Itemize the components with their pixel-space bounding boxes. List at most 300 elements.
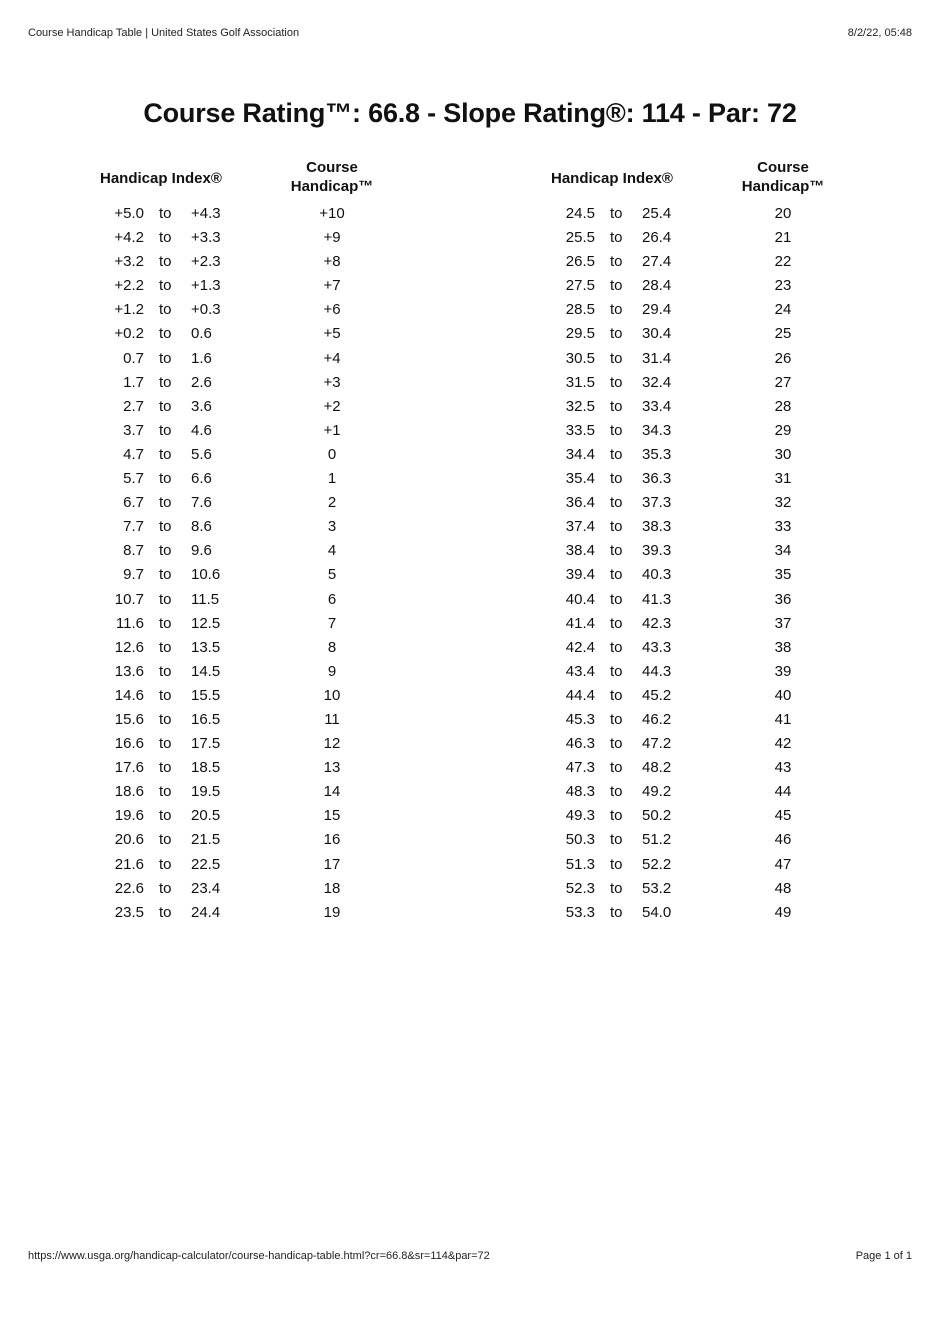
range-to-label: to <box>610 686 623 704</box>
course-handicap-value: 22 <box>774 253 792 271</box>
table-row <box>523 371 883 395</box>
range-to-label: to <box>159 470 172 488</box>
table-row <box>523 780 883 804</box>
table-row <box>72 491 432 515</box>
range-to-label: to <box>610 783 623 801</box>
index-high: 26.4 <box>642 229 672 247</box>
course-handicap-header-line1: Course <box>306 159 358 176</box>
course-handicap-value: 44 <box>774 783 792 801</box>
index-high: 16.5 <box>191 710 221 728</box>
course-handicap-value: 40 <box>774 686 792 704</box>
course-handicap-value: 10 <box>323 686 341 704</box>
table-row <box>72 202 432 226</box>
course-handicap-value: 21 <box>774 229 792 247</box>
index-high: 6.6 <box>191 470 212 488</box>
index-low: 39.4 <box>565 566 595 584</box>
range-to-label: to <box>610 518 623 536</box>
course-handicap-value: 47 <box>774 855 792 873</box>
range-to-label: to <box>159 253 172 271</box>
range-to-label: to <box>610 349 623 367</box>
range-to-label: to <box>159 349 172 367</box>
index-high: +1.3 <box>191 277 221 295</box>
course-handicap-value: 8 <box>327 638 337 656</box>
index-high: 4.6 <box>191 421 212 439</box>
index-high: 25.4 <box>642 205 672 222</box>
table-row <box>523 515 883 539</box>
table-row <box>72 226 432 250</box>
index-high: 13.5 <box>191 638 221 656</box>
range-to-label: to <box>159 855 172 873</box>
table-row <box>523 660 883 684</box>
table-row <box>72 443 432 467</box>
index-low: 21.6 <box>114 855 144 873</box>
table-row <box>72 395 432 419</box>
table-row <box>523 419 883 443</box>
range-to-label: to <box>159 205 172 222</box>
index-low: 11.6 <box>115 614 144 632</box>
range-to-label: to <box>159 542 172 560</box>
table-row <box>72 250 432 274</box>
index-high: 18.5 <box>191 759 221 777</box>
index-high: 24.4 <box>191 903 221 921</box>
range-to-label: to <box>610 205 623 222</box>
range-to-label: to <box>610 301 623 319</box>
range-to-label: to <box>610 879 623 897</box>
table-row <box>72 901 432 925</box>
table-row <box>523 563 883 587</box>
table-row <box>72 419 432 443</box>
index-low: 10.7 <box>114 590 144 608</box>
index-high: 10.6 <box>191 566 221 584</box>
course-handicap-value: 49 <box>774 903 792 921</box>
range-to-label: to <box>610 903 623 921</box>
index-low: 31.5 <box>565 373 595 391</box>
course-handicap-value: 31 <box>774 470 792 488</box>
index-high: 15.5 <box>191 686 221 704</box>
course-handicap-value: 7 <box>327 614 337 632</box>
course-handicap-value: 39 <box>774 662 792 680</box>
table-row <box>72 636 432 660</box>
table-row <box>523 467 883 491</box>
index-high: 0.6 <box>191 325 212 343</box>
table-row <box>523 612 883 636</box>
range-to-label: to <box>610 325 623 343</box>
print-footer-url: https://www.usga.org/handicap-calculator/course-handicap-table.html?cr=66.8&sr=114&par=72 <box>28 1250 490 1262</box>
range-to-label: to <box>610 614 623 632</box>
index-high: +2.3 <box>191 253 221 271</box>
table-row <box>72 298 432 322</box>
course-handicap-value: +10 <box>319 205 345 222</box>
table-row <box>72 274 432 298</box>
table-row <box>523 274 883 298</box>
course-handicap-value: 29 <box>774 421 792 439</box>
index-low: 4.7 <box>123 445 144 463</box>
range-to-label: to <box>159 807 172 825</box>
index-high: 29.4 <box>642 301 672 319</box>
course-handicap-value: 1 <box>327 470 337 488</box>
course-handicap-value: 14 <box>323 783 341 801</box>
table-row <box>523 684 883 708</box>
course-handicap-value: 32 <box>774 494 792 512</box>
index-high: 49.2 <box>642 783 672 801</box>
index-low: 18.6 <box>114 783 144 801</box>
index-high: 30.4 <box>642 325 672 343</box>
index-high: 38.3 <box>642 518 672 536</box>
index-low: 25.5 <box>565 229 595 247</box>
index-low: 24.5 <box>565 205 595 222</box>
index-low: 2.7 <box>123 397 144 415</box>
range-to-label: to <box>610 759 623 777</box>
course-handicap-value: 17 <box>323 855 341 873</box>
index-low: 12.6 <box>114 638 144 656</box>
range-to-label: to <box>159 662 172 680</box>
range-to-label: to <box>610 638 623 656</box>
index-low: 35.4 <box>565 470 595 488</box>
index-high: 22.5 <box>191 855 221 873</box>
index-high: 47.2 <box>642 735 672 753</box>
table-row <box>72 515 432 539</box>
index-low: 44.4 <box>565 686 595 704</box>
range-to-label: to <box>159 373 172 391</box>
course-handicap-value: 35 <box>774 566 792 584</box>
handicap-table-right <box>523 158 883 925</box>
range-to-label: to <box>159 301 172 319</box>
table-row <box>72 588 432 612</box>
index-high: 54.0 <box>642 903 672 921</box>
handicap-table-left <box>72 158 432 925</box>
handicap-index-header: Handicap Index® <box>551 170 673 187</box>
range-to-label: to <box>610 445 623 463</box>
print-header-date: 8/2/22, 05:48 <box>847 27 912 39</box>
course-handicap-value: 28 <box>774 397 792 415</box>
index-low: 50.3 <box>565 831 595 849</box>
course-handicap-value: 34 <box>774 542 792 560</box>
index-high: 23.4 <box>191 879 221 897</box>
index-high: 44.3 <box>642 662 672 680</box>
range-to-label: to <box>159 566 172 584</box>
index-low: 33.5 <box>565 421 595 439</box>
range-to-label: to <box>610 421 623 439</box>
table-header <box>523 158 883 202</box>
table-row <box>72 347 432 371</box>
range-to-label: to <box>610 662 623 680</box>
index-high: 14.5 <box>191 662 221 680</box>
index-high: 50.2 <box>642 807 672 825</box>
course-handicap-value: 18 <box>323 879 341 897</box>
index-low: 7.7 <box>123 518 144 536</box>
index-low: 16.6 <box>114 735 144 753</box>
course-handicap-value: 11 <box>324 710 340 728</box>
range-to-label: to <box>610 494 623 512</box>
print-header-title: Course Handicap Table | United States Golf Association <box>28 27 300 39</box>
index-low: +4.2 <box>114 229 144 247</box>
index-low: 6.7 <box>123 494 144 512</box>
index-high: 39.3 <box>642 542 672 560</box>
course-handicap-value: 48 <box>774 879 792 897</box>
index-high: 46.2 <box>642 710 672 728</box>
table-row <box>72 684 432 708</box>
index-high: +3.3 <box>191 229 221 247</box>
table-row <box>72 804 432 828</box>
table-body-right <box>523 202 883 925</box>
index-high: 21.5 <box>191 831 221 849</box>
course-handicap-value: 46 <box>774 831 792 849</box>
table-row <box>523 202 883 226</box>
range-to-label: to <box>610 566 623 584</box>
index-low: 45.3 <box>565 710 595 728</box>
range-to-label: to <box>610 397 623 415</box>
index-high: 11.5 <box>191 590 220 608</box>
index-high: 40.3 <box>642 566 672 584</box>
range-to-label: to <box>159 421 172 439</box>
table-row <box>523 877 883 901</box>
index-high: 9.6 <box>191 542 212 560</box>
table-row <box>523 250 883 274</box>
table-row <box>72 708 432 732</box>
index-low: +0.2 <box>114 325 144 343</box>
table-row <box>523 226 883 250</box>
range-to-label: to <box>159 445 172 463</box>
table-row <box>523 853 883 877</box>
range-to-label: to <box>159 325 172 343</box>
range-to-label: to <box>610 542 623 560</box>
index-high: 1.6 <box>191 349 212 367</box>
table-row <box>72 780 432 804</box>
course-handicap-header <box>277 158 387 196</box>
course-handicap-value: 42 <box>774 735 792 753</box>
table-row <box>72 877 432 901</box>
course-handicap-value: 27 <box>774 373 792 391</box>
index-low: 27.5 <box>565 277 595 295</box>
table-row <box>523 395 883 419</box>
index-low: 36.4 <box>565 494 595 512</box>
table-header <box>72 158 432 202</box>
course-handicap-value: +8 <box>323 253 341 271</box>
index-low: 46.3 <box>565 735 595 753</box>
index-high: 35.3 <box>642 445 672 463</box>
table-row <box>72 322 432 346</box>
index-high: 52.2 <box>642 855 672 873</box>
range-to-label: to <box>610 229 623 247</box>
range-to-label: to <box>610 253 623 271</box>
table-row <box>523 347 883 371</box>
page-title: Course Rating™: 66.8 - Slope Rating®: 114 - Par: 72 <box>143 98 797 128</box>
course-handicap-value: 16 <box>323 831 341 849</box>
course-handicap-value: 25 <box>774 325 792 343</box>
index-low: +2.2 <box>114 277 144 295</box>
table-row <box>72 467 432 491</box>
index-high: +4.3 <box>191 205 221 222</box>
index-low: 14.6 <box>114 686 144 704</box>
course-handicap-value: +2 <box>323 397 341 415</box>
course-handicap-value: 38 <box>774 638 792 656</box>
course-handicap-header <box>728 158 838 196</box>
course-handicap-value: +3 <box>323 373 341 391</box>
course-handicap-value: 37 <box>774 614 792 632</box>
range-to-label: to <box>159 879 172 897</box>
index-high: 45.2 <box>642 686 672 704</box>
index-low: 42.4 <box>565 638 595 656</box>
course-handicap-value: 3 <box>327 518 337 536</box>
course-handicap-value: +7 <box>323 277 341 295</box>
index-high: 48.2 <box>642 759 672 777</box>
index-low: 51.3 <box>565 855 595 873</box>
range-to-label: to <box>159 686 172 704</box>
table-row <box>523 756 883 780</box>
range-to-label: to <box>159 638 172 656</box>
index-low: 29.5 <box>565 325 595 343</box>
table-row <box>72 563 432 587</box>
index-low: 37.4 <box>565 518 595 536</box>
index-low: 22.6 <box>114 879 144 897</box>
range-to-label: to <box>159 518 172 536</box>
table-row <box>523 298 883 322</box>
index-low: 38.4 <box>565 542 595 560</box>
index-low: 9.7 <box>123 566 144 584</box>
range-to-label: to <box>159 831 172 849</box>
range-to-label: to <box>610 373 623 391</box>
range-to-label: to <box>159 735 172 753</box>
index-high: 53.2 <box>642 879 672 897</box>
table-row <box>72 371 432 395</box>
course-handicap-value: 43 <box>774 759 792 777</box>
index-low: 23.5 <box>114 903 144 921</box>
index-high: 7.6 <box>191 494 212 512</box>
index-high: 28.4 <box>642 277 672 295</box>
course-handicap-value: 26 <box>774 349 792 367</box>
table-row <box>523 491 883 515</box>
index-high: 31.4 <box>642 349 672 367</box>
course-handicap-value: 6 <box>327 590 337 608</box>
index-low: +3.2 <box>114 253 144 271</box>
table-row <box>523 901 883 925</box>
course-handicap-value: +6 <box>323 301 341 319</box>
table-row <box>523 804 883 828</box>
index-high: +0.3 <box>191 301 221 319</box>
range-to-label: to <box>159 710 172 728</box>
index-low: 26.5 <box>565 253 595 271</box>
table-row <box>523 443 883 467</box>
range-to-label: to <box>610 831 623 849</box>
table-row <box>523 588 883 612</box>
index-low: +1.2 <box>114 301 144 319</box>
course-handicap-value: +4 <box>323 349 341 367</box>
range-to-label: to <box>610 470 623 488</box>
range-to-label: to <box>159 614 172 632</box>
range-to-label: to <box>159 903 172 921</box>
index-low: 8.7 <box>123 542 144 560</box>
table-row <box>72 539 432 563</box>
table-row <box>523 539 883 563</box>
index-high: 42.3 <box>642 614 672 632</box>
index-low: 15.6 <box>114 710 144 728</box>
handicap-index-header: Handicap Index® <box>100 170 222 187</box>
range-to-label: to <box>610 735 623 753</box>
course-handicap-header-line2: Handicap™ <box>741 178 825 195</box>
course-handicap-header-line2: Handicap™ <box>290 178 374 195</box>
course-handicap-value: 33 <box>774 518 792 536</box>
index-low: 1.7 <box>123 373 144 391</box>
index-high: 3.6 <box>191 397 212 415</box>
course-handicap-value: 9 <box>327 662 337 680</box>
range-to-label: to <box>159 277 172 295</box>
table-row <box>72 853 432 877</box>
course-handicap-value: 2 <box>327 494 337 512</box>
course-handicap-value: 19 <box>323 903 341 921</box>
range-to-label: to <box>159 590 172 608</box>
index-low: 17.6 <box>114 759 144 777</box>
index-low: 3.7 <box>123 421 144 439</box>
table-row <box>72 828 432 852</box>
index-high: 12.5 <box>191 614 221 632</box>
table-body-left <box>72 202 432 925</box>
table-row <box>72 660 432 684</box>
index-high: 17.5 <box>191 735 221 753</box>
index-high: 2.6 <box>191 373 212 391</box>
table-row <box>72 612 432 636</box>
range-to-label: to <box>159 397 172 415</box>
index-high: 37.3 <box>642 494 672 512</box>
range-to-label: to <box>159 759 172 777</box>
course-handicap-value: +5 <box>323 325 341 343</box>
index-low: 32.5 <box>565 397 595 415</box>
index-low: 49.3 <box>565 807 595 825</box>
course-handicap-value: 13 <box>323 759 341 777</box>
course-handicap-value: 23 <box>774 277 792 295</box>
index-low: 48.3 <box>565 783 595 801</box>
range-to-label: to <box>159 229 172 247</box>
index-low: 53.3 <box>565 903 595 921</box>
index-low: 43.4 <box>565 662 595 680</box>
course-handicap-value: 36 <box>774 590 792 608</box>
table-row <box>523 828 883 852</box>
index-low: 0.7 <box>123 349 144 367</box>
index-high: 41.3 <box>642 590 672 608</box>
index-low: 30.5 <box>565 349 595 367</box>
course-handicap-value: 0 <box>327 445 337 463</box>
index-low: +5.0 <box>114 205 144 222</box>
range-to-label: to <box>159 494 172 512</box>
range-to-label: to <box>610 807 623 825</box>
index-low: 19.6 <box>114 807 144 825</box>
index-low: 5.7 <box>123 470 144 488</box>
index-low: 20.6 <box>114 831 144 849</box>
table-row <box>523 732 883 756</box>
index-high: 5.6 <box>191 445 212 463</box>
index-high: 32.4 <box>642 373 672 391</box>
course-handicap-value: 41 <box>774 710 792 728</box>
course-handicap-value: +1 <box>323 421 341 439</box>
range-to-label: to <box>610 590 623 608</box>
course-handicap-value: 20 <box>774 205 792 222</box>
index-low: 13.6 <box>114 662 144 680</box>
index-high: 43.3 <box>642 638 672 656</box>
course-handicap-value: 15 <box>323 807 341 825</box>
index-high: 8.6 <box>191 518 212 536</box>
course-handicap-value: 30 <box>774 445 792 463</box>
index-low: 41.4 <box>565 614 595 632</box>
index-high: 33.4 <box>642 397 672 415</box>
table-row <box>523 322 883 346</box>
index-high: 19.5 <box>191 783 221 801</box>
table-row <box>523 708 883 732</box>
course-handicap-value: 45 <box>774 807 792 825</box>
index-high: 51.2 <box>642 831 672 849</box>
index-low: 34.4 <box>565 445 595 463</box>
print-footer-page: Page 1 of 1 <box>855 1250 912 1262</box>
range-to-label: to <box>610 855 623 873</box>
index-low: 47.3 <box>565 759 595 777</box>
